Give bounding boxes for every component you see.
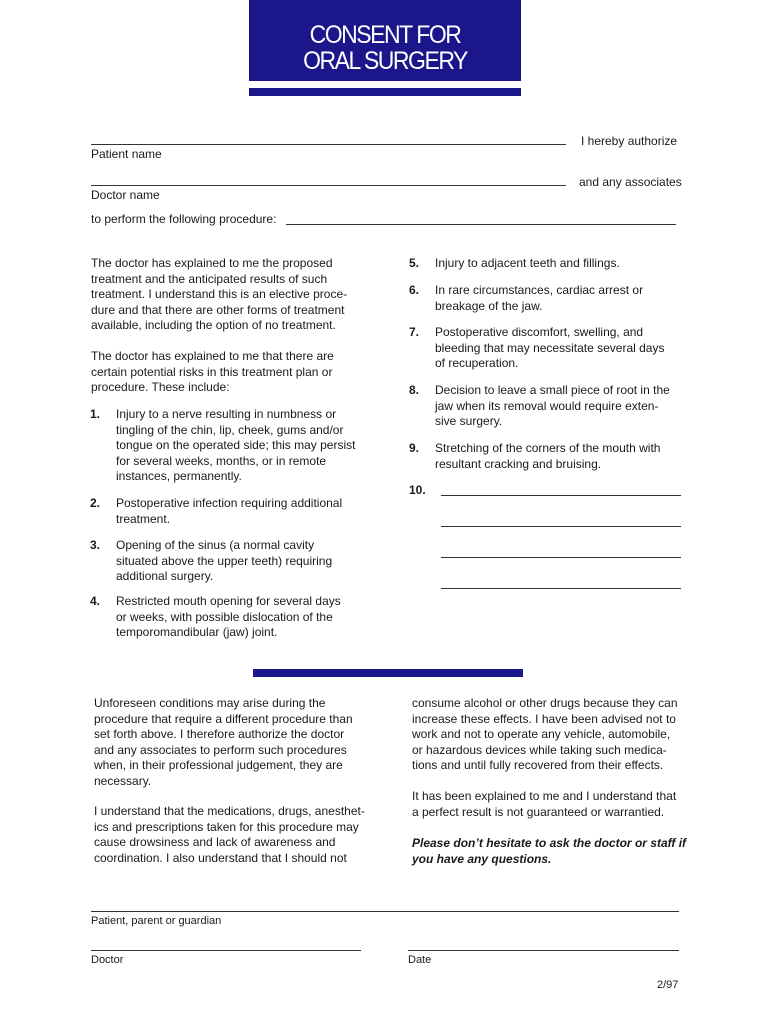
title-banner xyxy=(249,0,521,81)
procedure-label: to perform the following procedure: xyxy=(91,212,277,226)
risk-10-line-3[interactable] xyxy=(441,557,681,558)
title-underline xyxy=(249,88,521,96)
risk-10-line-4[interactable] xyxy=(441,588,681,589)
risks-intro-paragraph: The doctor has explained to me that there are certain potential risks in this treatment plan or procedure. These include: xyxy=(91,349,334,394)
doctor-signature-line[interactable] xyxy=(91,950,361,951)
doctor-name-label: Doctor name xyxy=(91,188,160,202)
title-line-1: CONSENT FOR xyxy=(309,21,461,49)
section-divider xyxy=(253,669,523,677)
alcohol-paragraph: consume alcohol or other drugs because they can increase these effects. I have been advised not to work and not to operate any vehicle, automobile, or hazardous devices while taking such medica- tions and until fully recovered from their effects. xyxy=(412,696,678,772)
patient-signature-label: Patient, parent or guardian xyxy=(91,915,222,927)
revision-date: 2/97 xyxy=(657,979,679,991)
unforeseen-paragraph: Unforeseen conditions may arise during the procedure that require a different procedure than set forth above. I therefore authorize the doctor and any associates to perform such procedures when, in their professional judgement, they are necessary. xyxy=(94,696,353,788)
risk-10-line-2[interactable] xyxy=(441,526,681,527)
patient-name-field[interactable] xyxy=(91,144,566,145)
doctor-name-field[interactable] xyxy=(91,185,566,186)
risk-10-line-1[interactable] xyxy=(441,495,681,496)
date-line[interactable] xyxy=(408,950,679,951)
patient-signature-line[interactable] xyxy=(91,911,679,912)
title-line-2: ORAL SURGERY xyxy=(303,47,467,75)
doctor-signature-label: Doctor xyxy=(91,954,124,966)
procedure-field[interactable] xyxy=(286,224,676,225)
date-label: Date xyxy=(408,954,432,966)
questions-note: Please don’t hesitate to ask the doctor or staff if you have any questions. xyxy=(412,836,687,866)
authorize-text: I hereby authorize xyxy=(581,134,678,148)
medications-paragraph: I understand that the medications, drugs, anesthet- ics and prescriptions taken for this procedure may cause drowsiness and lack of awareness and coordination. I also understand that I should not xyxy=(94,804,365,865)
result-paragraph: It has been explained to me and I understand that a perfect result is not guaranteed or warrantied. xyxy=(412,789,677,819)
associates-text: and any associates xyxy=(579,175,682,189)
patient-name-label: Patient name xyxy=(91,147,162,161)
intro-paragraph: The doctor has explained to me the proposed treatment and the anticipated results of such treatment. I understand this is an elective proce- dure and that there are other forms of treatment available, including the option of no treatment. xyxy=(91,256,348,332)
